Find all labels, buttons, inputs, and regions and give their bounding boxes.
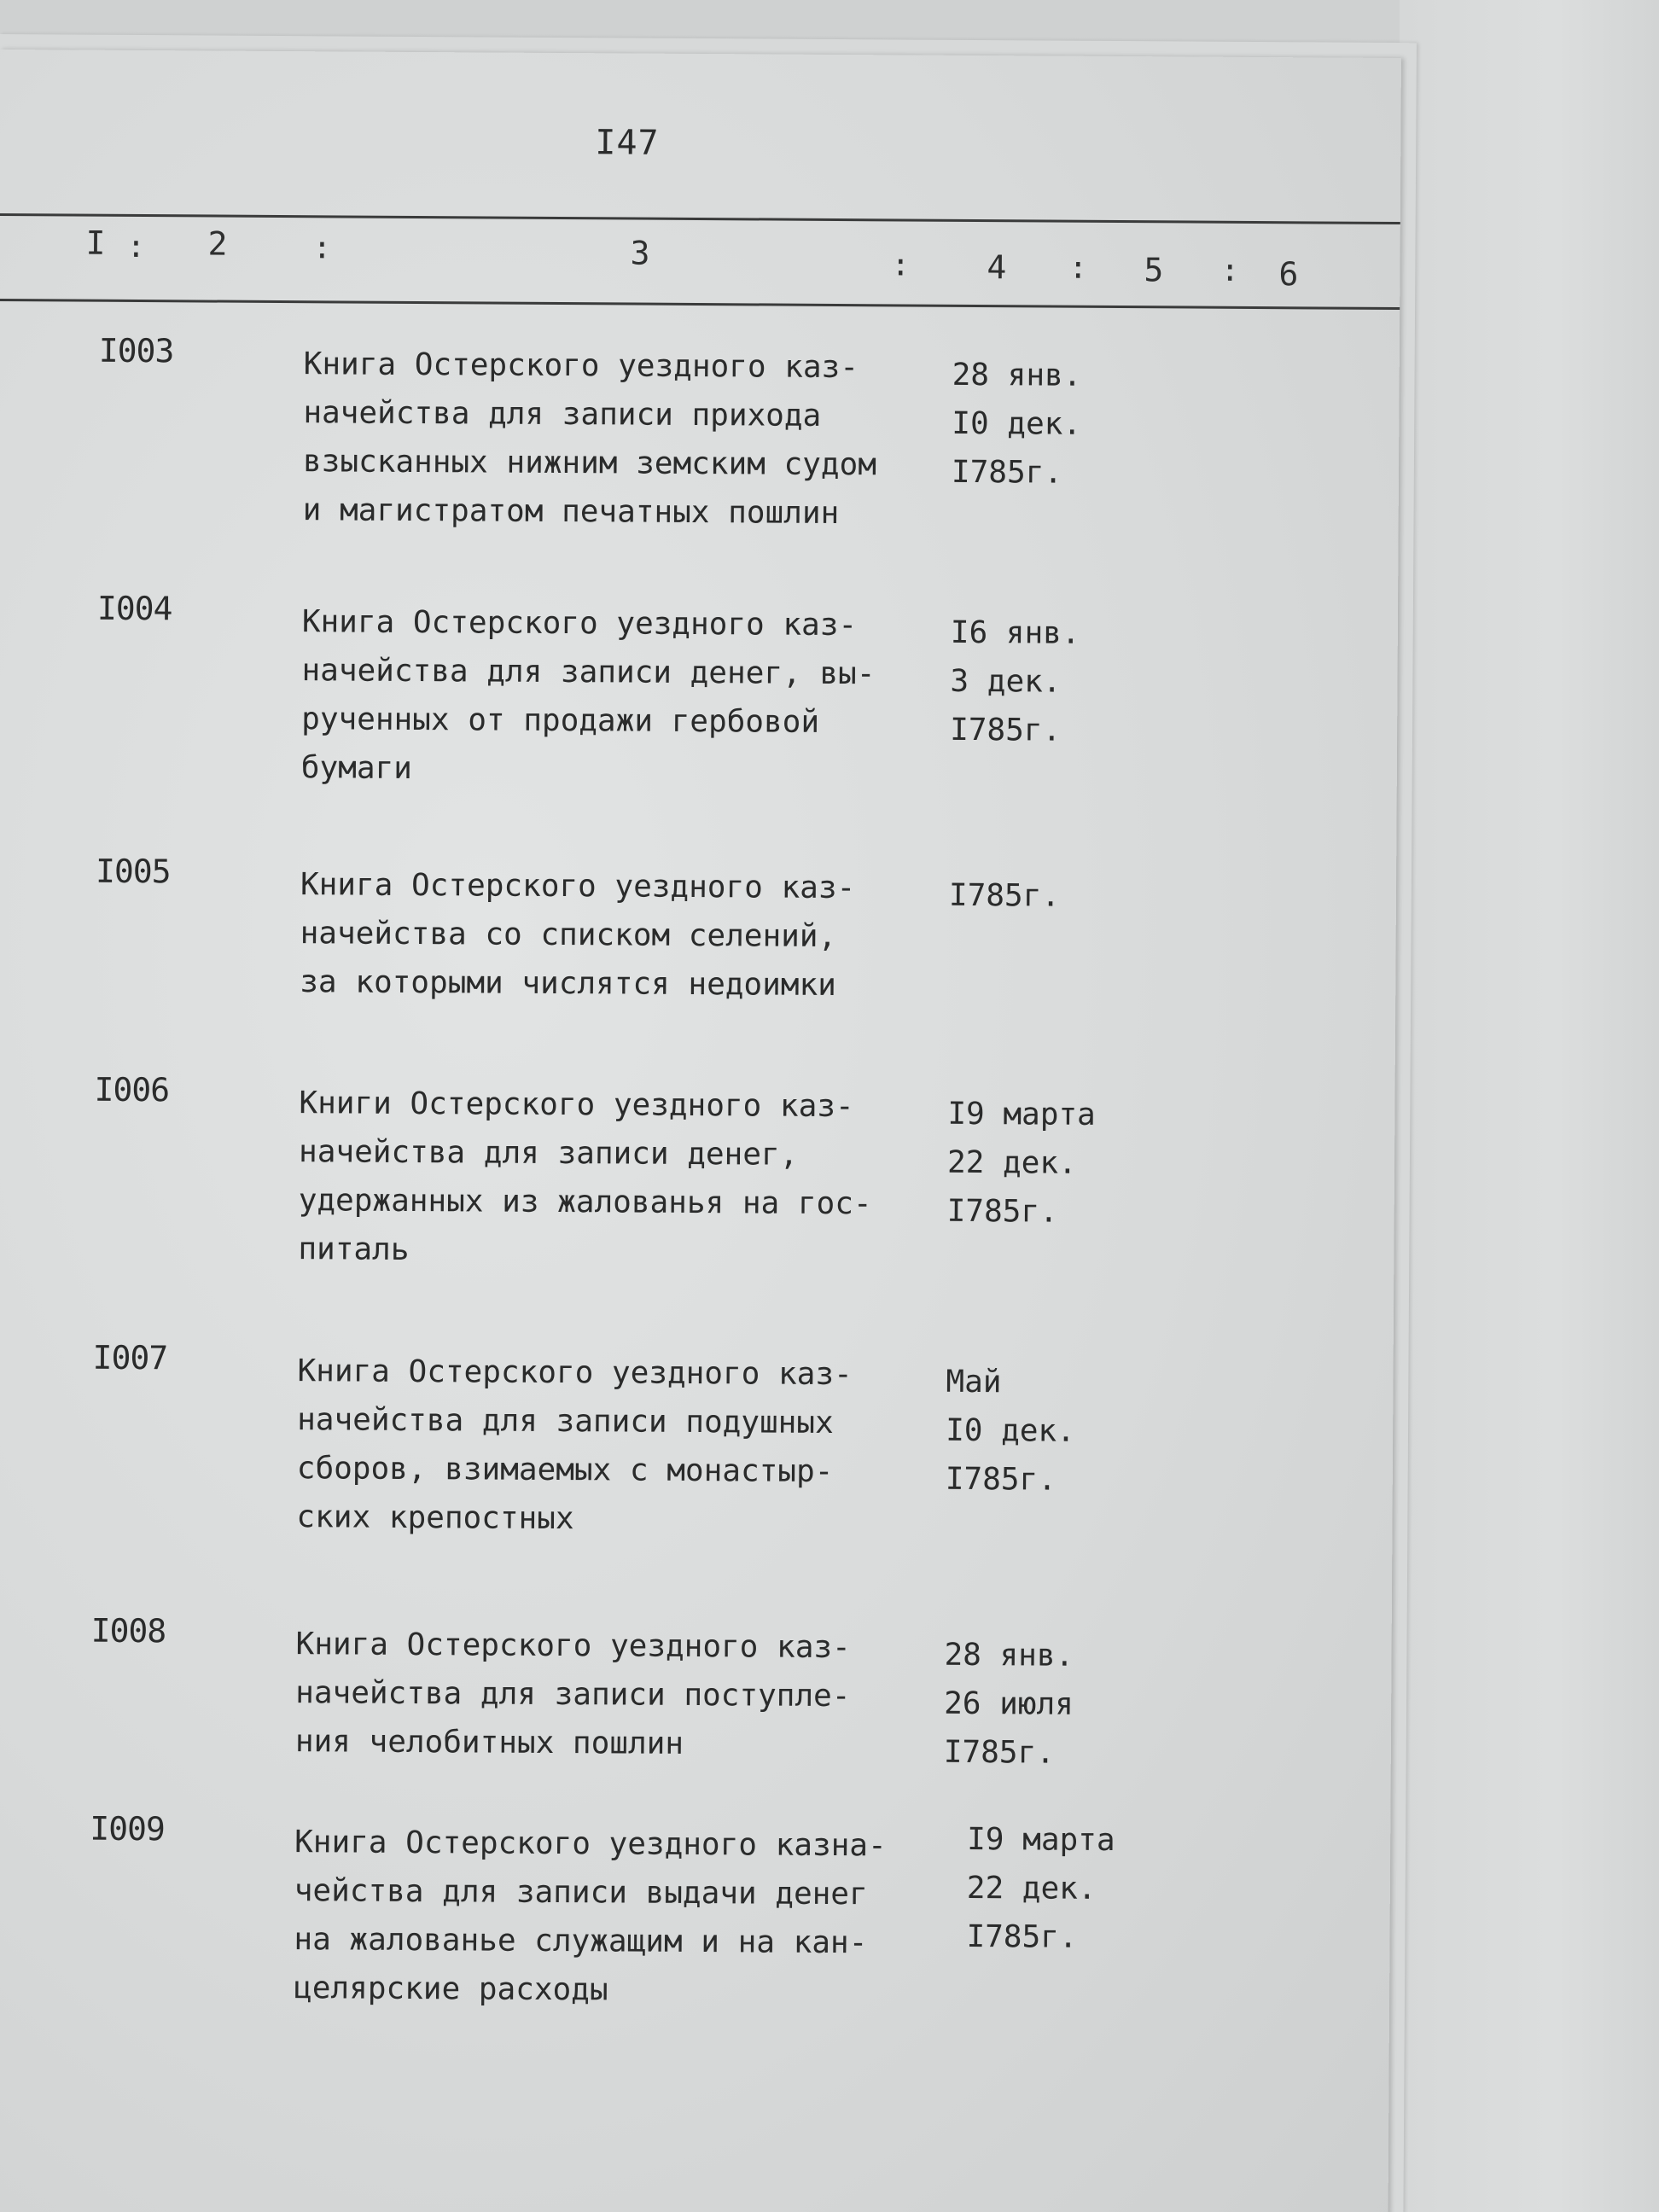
entry-description <box>294 1818 943 2017</box>
description-line: ния челобитных пошлин <box>294 1724 684 1761</box>
description-line: удержанных из жалованья на гос- <box>298 1183 872 1222</box>
date-line: I0 дек. <box>952 405 1082 442</box>
header-bottom-rule <box>0 299 1400 310</box>
entry-number: I009 <box>90 1809 165 1848</box>
date-line: I785г. <box>948 877 1061 914</box>
description-line: взысканных нижним земским судом <box>302 444 877 483</box>
entry-number: I007 <box>92 1338 168 1377</box>
column-separator: : <box>1068 250 1088 286</box>
date-line: 3 дек. <box>950 663 1062 700</box>
description-line: Книга Остерского уездного каз- <box>301 604 858 643</box>
entry-dates <box>944 1631 1150 1778</box>
column-header-2: 2 <box>207 224 228 263</box>
date-line: I785г. <box>945 1461 1057 1498</box>
description-line: питаль <box>298 1231 410 1267</box>
entry-number: I003 <box>98 331 174 370</box>
entry-number: I006 <box>94 1070 170 1109</box>
entry-number: I004 <box>96 589 172 628</box>
date-line: 28 янв. <box>952 357 1082 393</box>
entry-dates <box>952 351 1157 498</box>
entry-dates <box>946 1358 1151 1505</box>
column-separator: : <box>312 230 332 266</box>
header-top-rule <box>0 213 1400 224</box>
date-line: I785г. <box>966 1918 1078 1955</box>
description-line: ских крепостных <box>296 1499 574 1537</box>
entry-number: I008 <box>90 1611 166 1650</box>
description-line: на жалованье служащим и на кан- <box>294 1922 868 1961</box>
description-line: Книга Остерского уездного каз- <box>300 867 856 906</box>
description-line: начейства со списком селений, <box>300 916 837 955</box>
column-header-4: 4 <box>987 248 1007 287</box>
entry-dates <box>949 871 1154 921</box>
entry-description <box>298 1079 947 1278</box>
entry-dates <box>966 1815 1172 1962</box>
column-separator: : <box>1220 253 1240 288</box>
entry-description <box>300 860 949 1010</box>
inventory-entry <box>0 1338 1394 1537</box>
description-line: рученных от продажи гербовой <box>301 701 820 740</box>
date-line: I785г. <box>946 1193 1058 1230</box>
date-line: I9 марта <box>947 1096 1096 1132</box>
background-surface <box>1400 0 1659 2212</box>
entry-description <box>301 597 951 796</box>
description-line: начейства для записи прихода <box>303 395 822 434</box>
description-line: целярские расходы <box>294 1970 608 2008</box>
description-line: за которыми числятся недоимки <box>300 964 836 1004</box>
page-number: I47 <box>595 123 660 163</box>
date-line: 22 дек. <box>966 1870 1097 1906</box>
column-separator: : <box>891 247 911 283</box>
description-line: начейства для записи денег, вы- <box>301 653 876 692</box>
description-line: чейства для записи выдачи денег <box>294 1873 868 1912</box>
inventory-entry <box>0 1070 1395 1267</box>
inventory-entry <box>0 852 1396 1004</box>
date-line: 22 дек. <box>946 1144 1077 1181</box>
date-line: I785г. <box>951 454 1063 491</box>
inventory-entry <box>0 589 1398 786</box>
description-line: Книга Остерского уездного каз- <box>303 346 859 386</box>
column-header-5: 5 <box>1144 251 1164 289</box>
description-line: бумаги <box>300 750 413 786</box>
entry-dates <box>947 1090 1153 1237</box>
date-line: 26 июля <box>944 1685 1074 1722</box>
description-line: начейства для записи подушных <box>297 1402 834 1441</box>
description-line: Книга Остерского уездного казна- <box>294 1825 887 1864</box>
column-separator: : <box>126 229 146 265</box>
inventory-entry <box>0 1809 1390 2008</box>
description-line: Книга Остерского уездного каз- <box>297 1353 853 1393</box>
inventory-entry <box>0 331 1400 532</box>
description-line: Книга Остерского уездного каз- <box>295 1627 851 1666</box>
entry-description <box>296 1347 946 1545</box>
entry-description <box>303 340 952 538</box>
description-line: начейства для записи денег, <box>298 1134 799 1173</box>
date-line: I6 янв. <box>950 614 1080 651</box>
date-line: Май <box>946 1364 1002 1400</box>
date-line: 28 янв. <box>944 1637 1074 1674</box>
date-line: I785г. <box>950 712 1062 748</box>
description-line: Книги Остерского уездного каз- <box>299 1086 854 1125</box>
date-line: I9 марта <box>967 1821 1115 1859</box>
entry-dates <box>950 608 1155 755</box>
description-line: начейства для записи поступле- <box>295 1675 851 1714</box>
date-line: I785г. <box>943 1734 1056 1771</box>
date-line: I0 дек. <box>946 1412 1075 1449</box>
description-line: и магистратом печатных пошлин <box>302 492 840 532</box>
entry-number: I005 <box>95 852 171 891</box>
entry-description <box>295 1620 945 1770</box>
inventory-entry <box>0 1611 1392 1771</box>
description-line: сборов, взимаемых с монастыр- <box>296 1451 834 1489</box>
column-header-1: I <box>85 224 106 262</box>
column-header-3: 3 <box>630 234 650 272</box>
column-header-6: 6 <box>1278 255 1299 294</box>
document-page <box>0 49 1401 2212</box>
